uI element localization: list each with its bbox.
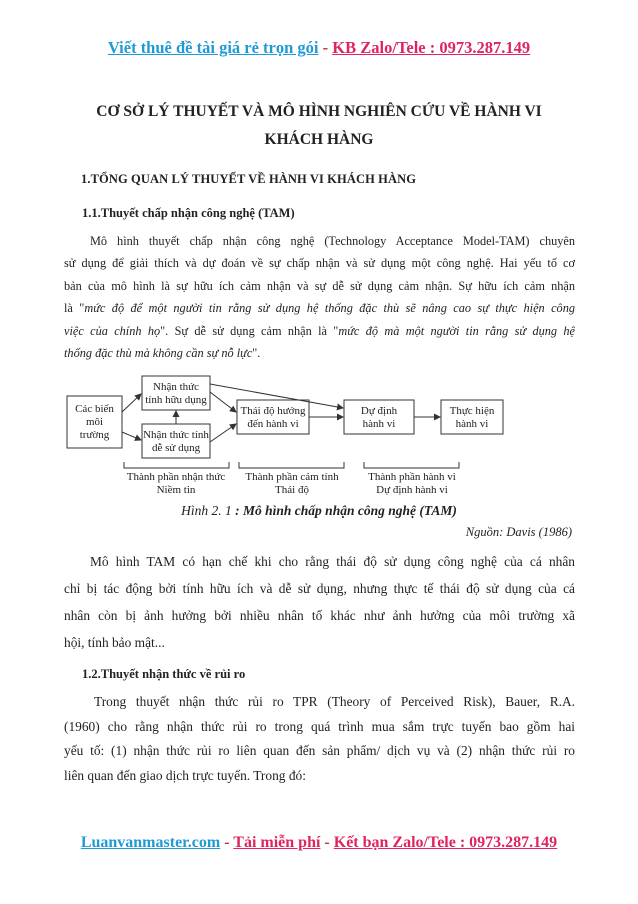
- caption-prefix: Hình 2. 1: [181, 503, 232, 518]
- text-use-2: hành vi: [455, 418, 489, 430]
- para3-line-3: yếu tố: (1) nhận thức rủi ro liên quan đến sản phẩm/ dịch vụ và (2) nhận thức rủi ro: [64, 743, 575, 758]
- text-pu-1: Nhận thức: [153, 381, 199, 393]
- text-comp2-2: Thái độ: [275, 484, 309, 496]
- footer-link-site[interactable]: Luanvanmaster.com: [80, 834, 221, 851]
- para1-line-2: sử dụng để giải thích và dự đoán về sự chấp nhận và sử dụng một công nghệ. Hai yếu tố cơ: [64, 256, 575, 271]
- text-comp2-1: Thành phần cảm tính: [245, 471, 339, 483]
- footer-link-free[interactable]: Tải miễn phí: [233, 834, 321, 851]
- text-pu-2: tính hữu dụng: [145, 394, 207, 406]
- text-comp3-2: Dự định hành vi: [376, 484, 448, 496]
- para3-line-4: liên quan đến giao dịch trực tuyến. Trong đó:: [64, 767, 306, 783]
- page-header: [0, 38, 638, 58]
- header-link-contact[interactable]: KB Zalo/Tele : 0973.287.149: [332, 38, 531, 57]
- para2-line-2: chỉ bị tác động bởi tính hữu ích và dễ sử dụng, nhưng thực tế thái độ sử dụng của cá: [64, 581, 575, 596]
- text-att-1: Thái độ hướng: [240, 405, 306, 417]
- text-external-3: trường: [79, 429, 110, 441]
- paragraph-perceived-risk: [64, 690, 575, 788]
- para2-line-4: hội, tính bảo mật...: [64, 635, 165, 650]
- arrow-ext-pu: [122, 394, 141, 412]
- paragraph-tam-limitation: [64, 548, 575, 656]
- bracket-cognitive: [124, 462, 229, 468]
- figure-source: Nguồn: Davis (1986): [465, 525, 572, 539]
- footer-link-contact[interactable]: Kết bạn Zalo/Tele : 0973.287.149: [333, 834, 558, 851]
- header-link-service[interactable]: Viết thuê đề tài giá rẻ trọn gói: [107, 38, 319, 57]
- bracket-affective: [239, 462, 344, 468]
- paragraph-tam: [64, 230, 575, 364]
- text-comp3-1: Thành phần hành vi: [368, 471, 456, 483]
- para3-line-1: Trong thuyết nhận thức rủi ro TPR (Theory of Perceived Risk), Bauer, R.A.: [94, 694, 575, 709]
- text-bi-2: hành vi: [362, 418, 396, 430]
- tam-diagram: [64, 368, 576, 496]
- para3-line-2: (1960) cho rằng nhận thức rủi ro trong quá trình mua sắm trực tuyến bao gồm hai: [64, 718, 575, 734]
- text-peou-2: dễ sử dụng: [151, 442, 201, 454]
- arrow-ext-peou: [122, 432, 141, 440]
- text-peou-1: Nhận thức tính: [143, 429, 209, 441]
- title-line-2: KHÁCH HÀNG: [264, 131, 374, 148]
- caption-text: : Mô hình chấp nhận công nghệ (TAM): [231, 503, 457, 518]
- page-footer: [0, 834, 638, 852]
- section-1-1-heading: 1.1.Thuyết chấp nhận công nghệ (TAM): [82, 206, 295, 220]
- text-att-2: đến hành vi: [247, 418, 299, 430]
- text-comp1-1: Thành phần nhận thức: [126, 471, 226, 483]
- text-use-1: Thực hiện: [449, 405, 495, 417]
- figure-caption: [0, 503, 638, 519]
- bracket-behavioral: [364, 462, 459, 468]
- document-title: [40, 98, 598, 154]
- para1-line-3: bản của mô hình là sự hữu ích cảm nhận và sự dễ sử dụng cảm nhận. Sự hữu ích cảm nhận: [64, 278, 575, 293]
- text-external-1: Các biến: [75, 403, 114, 415]
- text-bi-1: Dự định: [360, 405, 398, 417]
- para1-line-6: thống đặc thù mà không cần sự nỗ lực".: [64, 346, 261, 361]
- title-line-1: CƠ SỞ LÝ THUYẾT VÀ MÔ HÌNH NGHIÊN CỨU VỀ HÀNH VI: [96, 103, 542, 120]
- footer-separator-1: -: [220, 834, 234, 851]
- text-comp1-2: Niềm tin: [156, 484, 196, 496]
- para2-line-1: Mô hình TAM có hạn chế khi cho rằng thái độ sử dụng công nghệ của cá nhân: [90, 554, 575, 569]
- para1-line-5: việc của chính họ". Sự dễ sử dụng cảm nhận là "mức độ mà một người tin rằng sử dụng hệ: [64, 323, 575, 338]
- footer-separator-2: -: [320, 834, 334, 851]
- para1-line-1: Mô hình thuyết chấp nhận công nghệ (Technology Acceptance Model-TAM) chuyên: [90, 234, 575, 248]
- header-separator: -: [318, 38, 333, 57]
- arrow-peou-att: [210, 424, 236, 442]
- section-1-2-heading: 1.2.Thuyết nhận thức về rủi ro: [82, 667, 246, 681]
- arrow-pu-att: [210, 392, 236, 412]
- text-external-2: môi: [85, 416, 104, 428]
- para1-line-4: là "mức độ để một người tin rằng sử dụng hệ thống đặc thù sẽ nâng cao sự thực hiện công: [64, 301, 576, 316]
- para2-line-3: nhân còn bị ảnh hưởng bởi nhiều nhân tố khác như ảnh hưởng của môi trường xã: [64, 608, 575, 623]
- section-1-heading: 1.TỔNG QUAN LÝ THUYẾT VỀ HÀNH VI KHÁCH HÀNG: [81, 172, 417, 186]
